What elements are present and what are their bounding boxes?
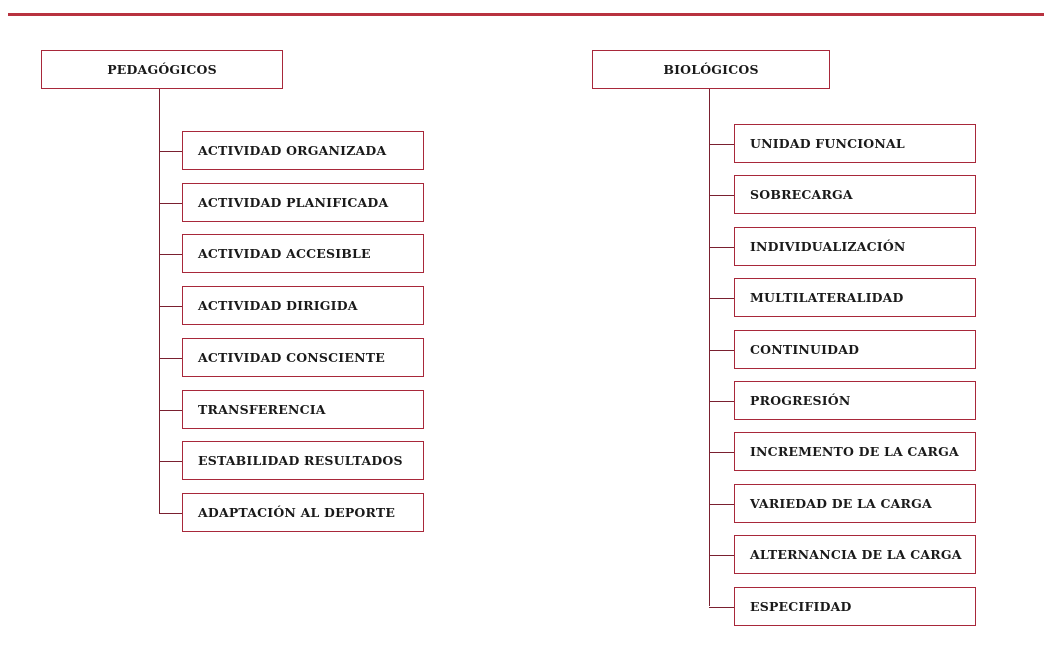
right-item-box: [734, 484, 976, 523]
left-item-label: ACTIVIDAD PLANIFICADA: [198, 194, 389, 210]
left-connector: [159, 358, 182, 359]
left-item-box: [182, 286, 424, 325]
root-biologicos: [592, 50, 830, 89]
right-item-box: [734, 330, 976, 369]
left-item-box: [182, 493, 424, 532]
right-item-box: [734, 175, 976, 214]
left-connector: [159, 461, 182, 462]
left-item-box: [182, 390, 424, 429]
root-pedagogicos: [41, 50, 283, 89]
right-item-label: VARIEDAD DE LA CARGA: [750, 495, 932, 511]
left-connector: [159, 151, 182, 152]
right-item-box: [734, 227, 976, 266]
right-item-box: [734, 381, 976, 420]
right-connector: [709, 298, 734, 299]
right-connector: [709, 452, 734, 453]
right-item-label: ALTERNANCIA DE LA CARGA: [750, 547, 962, 563]
right-item-label: MULTILATERALIDAD: [750, 290, 904, 306]
left-item-box: [182, 441, 424, 480]
left-item-box: [182, 338, 424, 377]
left-connector: [159, 513, 182, 514]
right-connector: [709, 401, 734, 402]
right-connector: [709, 350, 734, 351]
root-biologicos-label: BIOLÓGICOS: [663, 62, 759, 77]
right-item-label: INDIVIDUALIZACIÓN: [750, 238, 906, 254]
left-trunk: [159, 89, 160, 513]
right-item-box: [734, 124, 976, 163]
right-connector: [709, 607, 734, 608]
left-connector: [159, 203, 182, 204]
left-item-label: ACTIVIDAD ACCESIBLE: [198, 246, 371, 262]
left-connector: [159, 306, 182, 307]
right-connector: [709, 195, 734, 196]
left-connector: [159, 254, 182, 255]
left-item-label: ADAPTACIÓN AL DEPORTE: [198, 504, 396, 520]
left-item-label: ACTIVIDAD DIRIGIDA: [198, 298, 358, 314]
left-item-box: [182, 131, 424, 170]
left-item-box: [182, 183, 424, 222]
right-item-label: CONTINUIDAD: [750, 341, 860, 357]
right-connector: [709, 144, 734, 145]
left-item-label: TRANSFERENCIA: [198, 401, 326, 417]
left-connector: [159, 410, 182, 411]
left-item-label: ACTIVIDAD ORGANIZADA: [198, 143, 387, 158]
right-connector: [709, 247, 734, 248]
root-pedagogicos-label: PEDAGÓGICOS: [107, 62, 217, 77]
left-item-box: [182, 234, 424, 273]
right-item-box: [734, 432, 976, 471]
right-item-label: ESPECIFIDAD: [750, 598, 852, 614]
right-item-label: PROGRESIÓN: [750, 393, 851, 408]
right-item-box: [734, 278, 976, 317]
right-item-label: SOBRECARGA: [750, 187, 853, 203]
left-item-label: ACTIVIDAD CONSCIENTE: [198, 349, 385, 365]
right-item-label: UNIDAD FUNCIONAL: [750, 136, 905, 151]
right-connector: [709, 555, 734, 556]
right-trunk: [709, 89, 710, 606]
right-item-box: [734, 535, 976, 574]
top-rule: [8, 13, 1044, 16]
right-connector: [709, 504, 734, 505]
left-item-label: ESTABILIDAD RESULTADOS: [198, 453, 403, 469]
right-item-box: [734, 587, 976, 626]
right-item-label: INCREMENTO DE LA CARGA: [750, 444, 959, 460]
